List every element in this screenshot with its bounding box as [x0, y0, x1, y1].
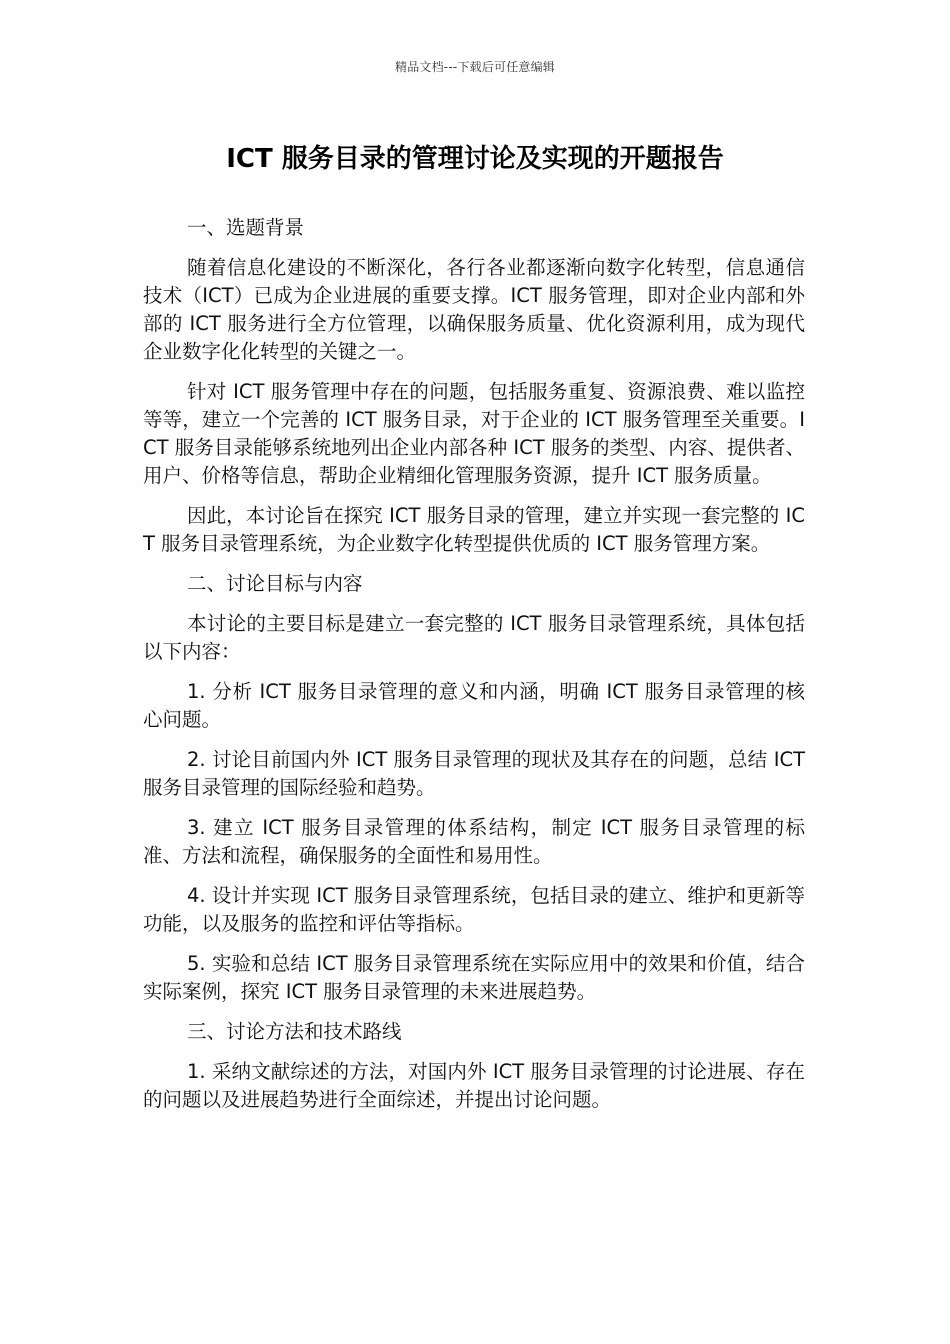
- section-heading-goals: 二、讨论目标与内容: [187, 572, 363, 595]
- page-header-note: 精品文档---下载后可任意编辑: [395, 60, 555, 74]
- list-item: 4. 设计并实现 ICT 服务目录管理系统，包括目录的建立、维护和更新等功能，以及服务的监控和评估等指标。: [143, 884, 805, 935]
- document-title: ICT 服务目录的管理讨论及实现的开题报告: [226, 144, 724, 174]
- list-item: 2. 讨论目前国内外 ICT 服务目录管理的现状及其存在的问题，总结 ICT 服务目录管理的国际经验和趋势。: [143, 748, 805, 799]
- paragraph: 随着信息化建设的不断深化，各行各业都逐渐向数字化转型，信息通信技术（ICT）已成为企业进展的重要支撑。ICT 服务管理，即对企业内部和外部的 ICT 服务进行全方位管理，以确保服务质量、优化资源利用，成为现代企业数字化化转型的关键之一。: [143, 256, 805, 363]
- paragraph: 因此，本讨论旨在探究 ICT 服务目录的管理，建立并实现一套完整的 ICT 服务目录管理系统，为企业数字化转型提供优质的 ICT 服务管理方案。: [143, 504, 805, 555]
- list-item: 3. 建立 ICT 服务目录管理的体系结构，制定 ICT 服务目录管理的标准、方法和流程，确保服务的全面性和易用性。: [143, 816, 805, 867]
- paragraph: 本讨论的主要目标是建立一套完整的 ICT 服务目录管理系统，具体包括以下内容：: [143, 612, 805, 663]
- section-heading-background: 一、选题背景: [187, 216, 305, 239]
- list-item: 1. 分析 ICT 服务目录管理的意义和内涵，明确 ICT 服务目录管理的核心问题。: [143, 680, 805, 731]
- list-item: 1. 采纳文献综述的方法，对国内外 ICT 服务目录管理的讨论进展、存在的问题以及进展趋势进行全面综述，并提出讨论问题。: [143, 1060, 805, 1111]
- section-heading-methods: 三、讨论方法和技术路线: [187, 1020, 402, 1043]
- document-body: [143, 214, 805, 1126]
- list-item: 5. 实验和总结 ICT 服务目录管理系统在实际应用中的效果和价值，结合实际案例，探究 ICT 服务目录管理的未来进展趋势。: [143, 952, 805, 1003]
- paragraph: 针对 ICT 服务管理中存在的问题，包括服务重复、资源浪费、难以监控等等，建立一个完善的 ICT 服务目录，对于企业的 ICT 服务管理至关重要。ICT 服务目录能够系统地列出企业内部各种 ICT 服务的类型、内容、提供者、用户、价格等信息，帮助企业精细化管理服务资源，提升 ICT 服务质量。: [143, 380, 805, 487]
